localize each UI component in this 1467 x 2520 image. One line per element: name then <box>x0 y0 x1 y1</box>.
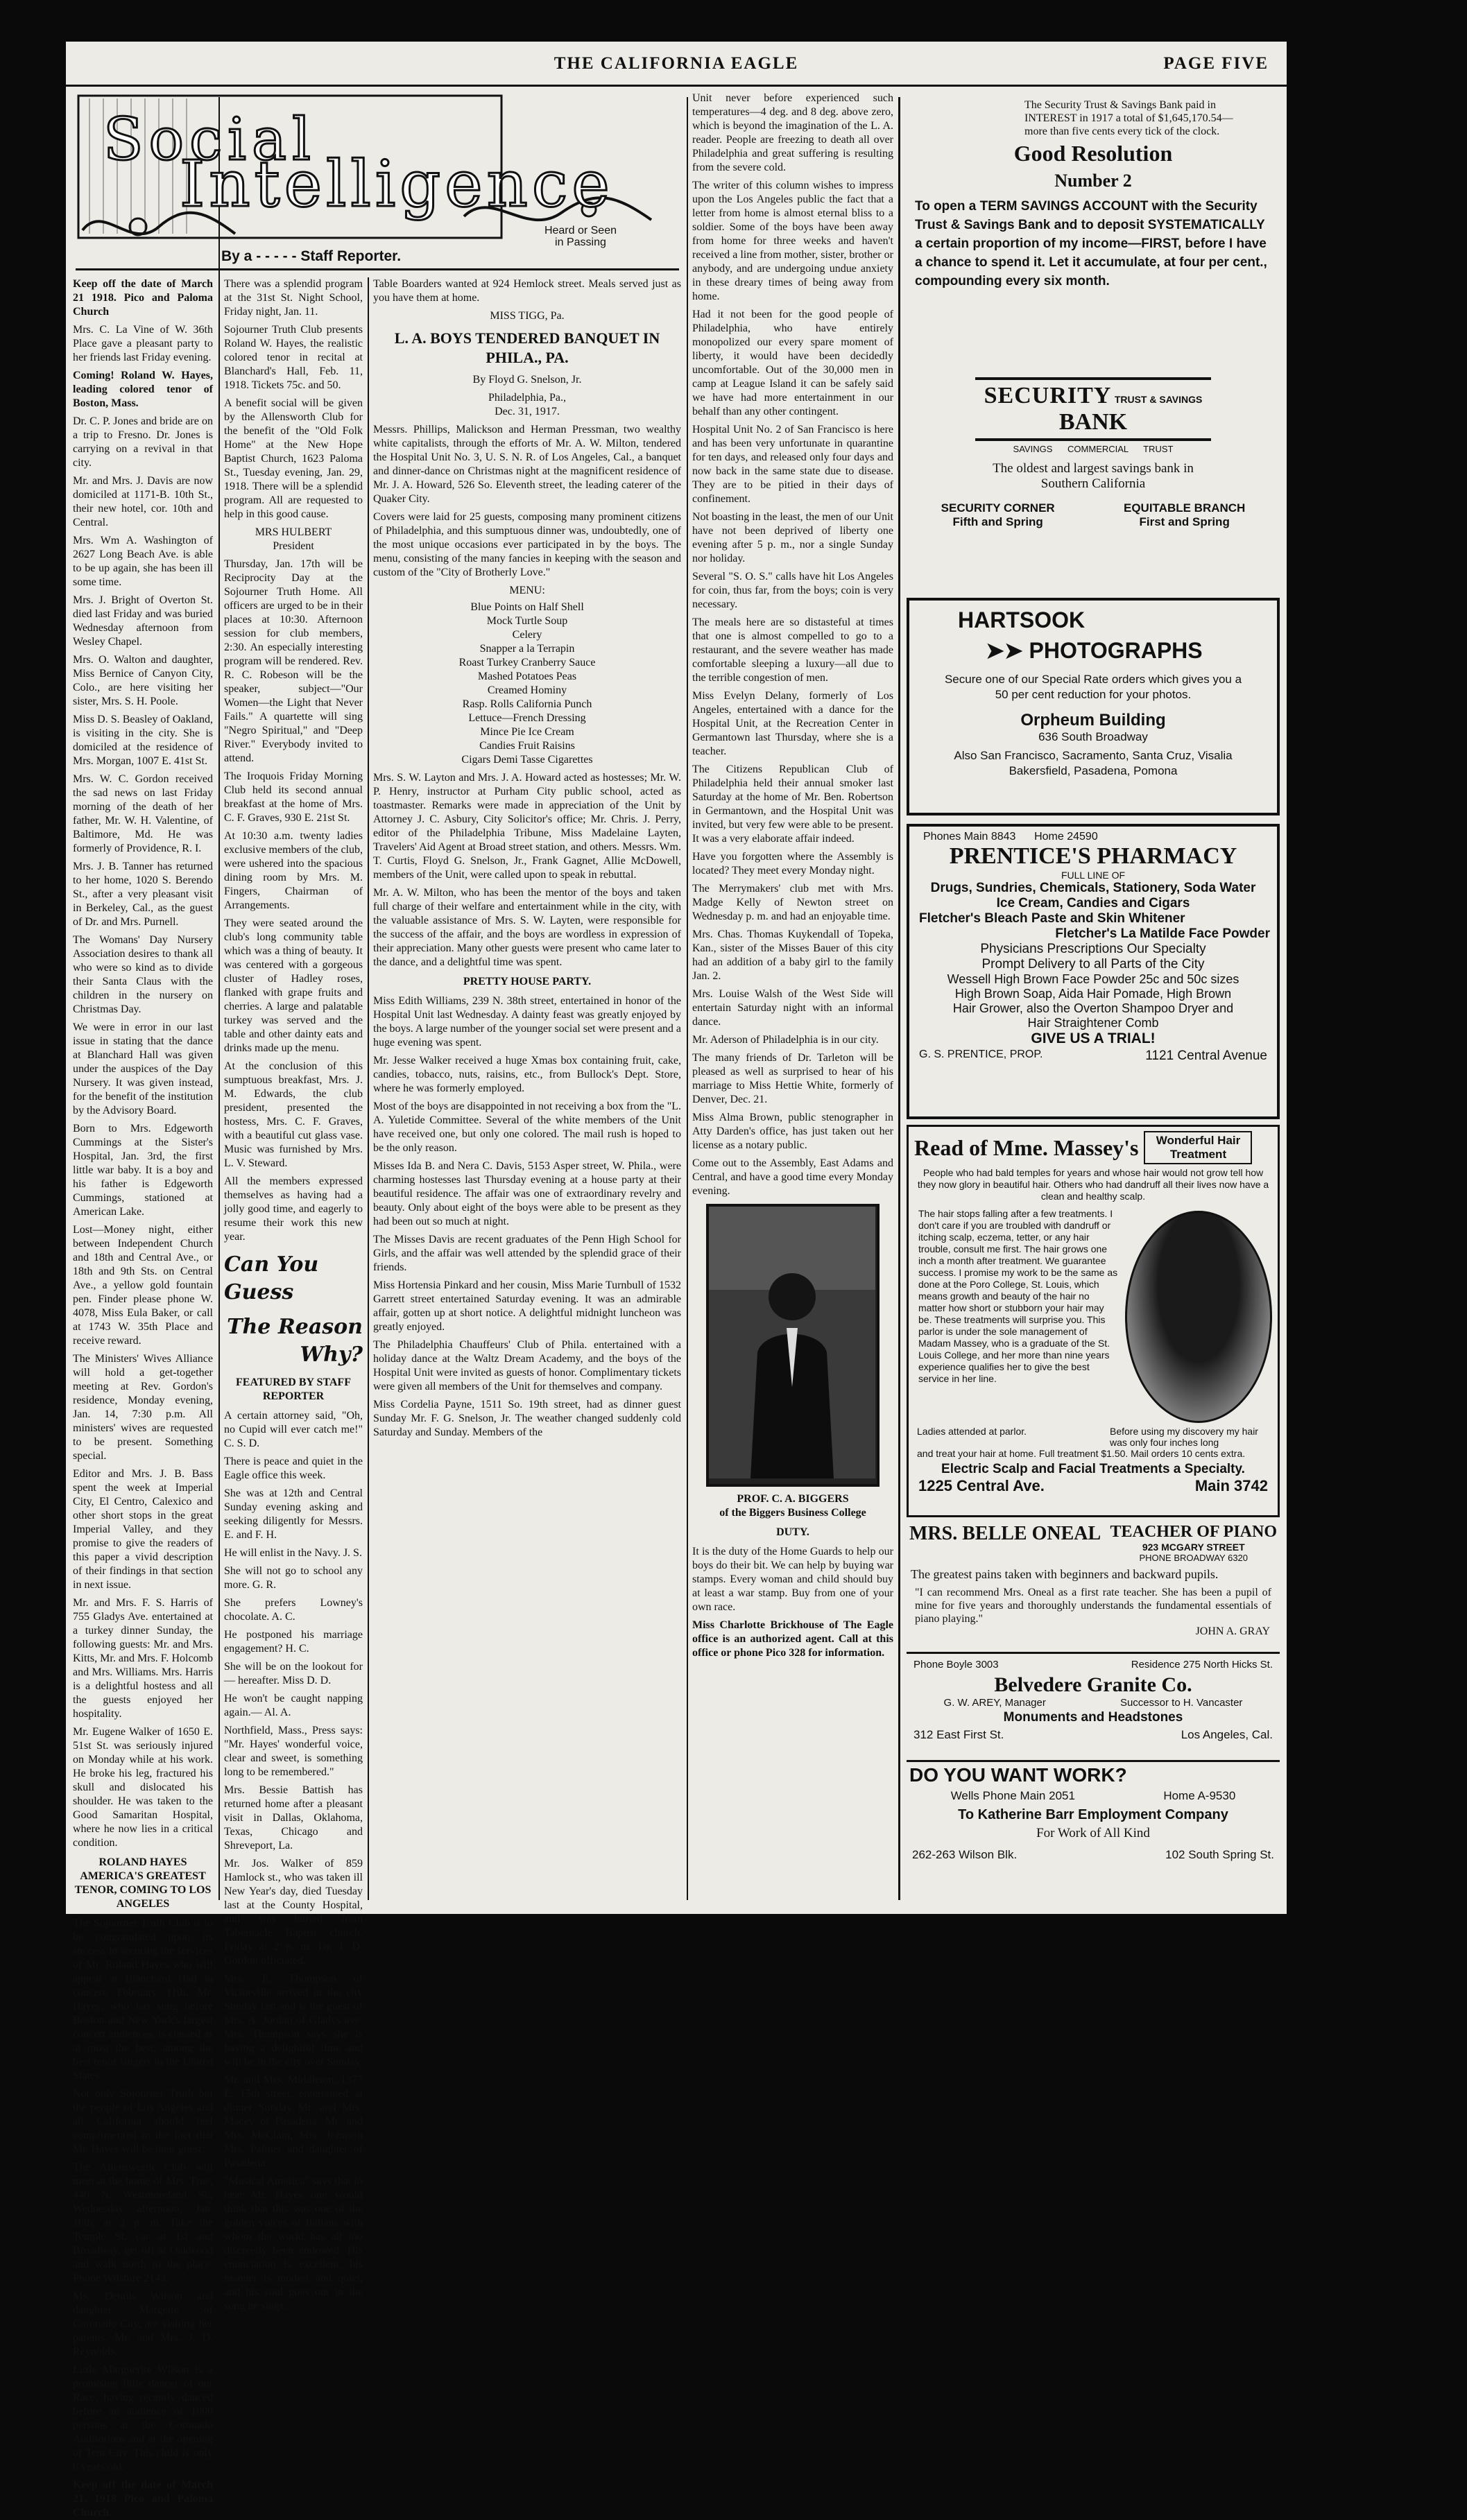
arrow-icon: ➤➤ <box>986 638 1023 663</box>
menu-item: Lettuce—French Dressing <box>468 712 586 724</box>
news-item: Not only Sojourner Truth but the people of Los Angeles and all California should feel complimented in the fact that Mr. Hayes will be their guest. <box>73 2088 213 2155</box>
oneal-role: TEACHER OF PIANO <box>1110 1523 1277 1541</box>
news-item: The meals here are so distasteful at times that one is almost compelled to go to a restaurant, and the severe weather has made comfortable sleeping a luxury—all due to the terrible congestion of men. <box>692 616 893 684</box>
news-item: The Citizens Republican Club of Philadelphia held their annual smoker last Saturday at the home of Mr. Ben. Robertson in Germantown, and the Hospital Unit was invited, but very few were able to be present. It was a very elaborate affair indeed. <box>692 763 893 845</box>
bank-logo-word: SECURITY <box>984 383 1112 408</box>
news-item: The writer of this column wishes to impress upon the Los Angeles public the fact that a letter from home is almost eternal bliss to a soldier. Some of the boys have been away from home for three weeks and haven't received a line from mother, sister, brother or anybody, and are undergoing undue anxiety in these dreary times of being away from home. <box>692 180 893 302</box>
news-item: Born to Mrs. Edgeworth Cummings at the Sister's Hospital, Jan. 3rd, the first little war baby. It is a boy and his father is Edgeworth Cummings, stationed at American Lake. <box>73 1123 213 1218</box>
column-rule <box>898 97 900 1900</box>
security-bank-logo-ad <box>907 369 1280 598</box>
section-headline: DUTY. <box>776 1526 809 1538</box>
news-item: There was a splendid program at the 31st St. Night School, Friday night, Jan. 11. <box>224 278 363 318</box>
bank-title: Good Resolution <box>1013 141 1173 166</box>
news-item: Coming! Roland W. Hayes, leading colored tenor of Boston, Mass. <box>73 370 213 409</box>
news-item: Mr. Jos. Walker of 859 Hamlock st., who was taken ill New Year's day, died Tuesday last at the County Hospital, and was buried from Tabernacle Baptist church, Friday at 2 p. m. Dr. J. D. Gordon officiated. <box>224 1858 363 1967</box>
news-item: We were in error in our last issue in stating that the dance at Blanchard Hall was given under the auspices of the Day Nursery. It was given instead, for the benefit of the institution by the Advisory Board. <box>73 1021 213 1116</box>
news-item: At 10:30 a.m. twenty ladies exclusive members of the club, were ushered into the spacious dining room by Mrs. M. Fingers, Chairman of Arrangements. <box>224 830 363 911</box>
massey-electric: Electric Scalp and Facial Treatments a Specialty. <box>941 1462 1245 1476</box>
pharmacy-line: Hair Grower, also the Overton Shampoo Dryer and <box>952 1001 1234 1015</box>
news-item: Miss Evelyn Delany, formerly of Los Angeles, entertained with a dance for the Hospital Unit, at the Recreation Center in Germantown last Thursday, where she is a teacher. <box>692 690 893 757</box>
masthead-word-intelligence: Intelligence <box>180 147 614 221</box>
heard-or-seen <box>544 225 617 248</box>
signature: President <box>273 540 314 552</box>
news-item: The Allensworth Club will meet at the home of Mrs. True, 440 N. Westmoreland St., Wednesday afternoon, Jan. 16th, at 2 p. m. Take the Temple St. car at 1st and Broadway, get off at Oakwood and walk north to the place. Phone Wilshire 2143. <box>73 2161 213 2284</box>
news-item: Miss Alma Brown, public stenographer in Atty Darden's office, has just taken out her license as a notary public. <box>692 1112 893 1151</box>
massey-address: 1225 Central Ave. <box>918 1477 1045 1494</box>
news-item: Several "S. O. S." calls have hit Los Angeles for coin, thus far, from the boys; coin is very necessary. <box>692 571 893 610</box>
bank-services: SAVINGS COMMERCIAL TRUST <box>1013 444 1174 454</box>
pharmacy-line: Fletcher's La Matilde Face Powder <box>1055 926 1270 941</box>
oneal-name: MRS. BELLE ONEAL <box>909 1523 1101 1544</box>
newspaper-title: THE CALIFORNIA EAGLE <box>554 54 799 73</box>
news-item: "Musical America" says that to hear Mr. Hayes one would think that this was one of the golden voices of Italians with whom the world has all too discreetly been endowed. His enunciation is excellent, his manner is modest and quiet, and his soul goes out in the song he sings. <box>224 2175 363 2312</box>
bank-number: Number 2 <box>1054 171 1132 191</box>
bank-logo-word: TRUST & SAVINGS <box>1114 394 1203 405</box>
employment-phone: Wells Phone Main 2051 <box>950 1789 1075 1802</box>
hartsook-photographs <box>986 637 1277 664</box>
news-item: There is peace and quiet in the Eagle office this week. <box>224 1456 363 1481</box>
hartsook-photographs-ad <box>907 598 1280 815</box>
header-rule <box>66 85 1287 87</box>
pharmacy-proprietor: G. S. PRENTICE, PROP. <box>919 1048 1043 1060</box>
pharmacy-cta: GIVE US A TRIAL! <box>1031 1030 1156 1046</box>
page-number: PAGE FIVE <box>1163 54 1269 73</box>
news-item: Mrs. C. La Vine of W. 36th Place gave a pleasant party to her friends last Friday evening. <box>73 324 213 363</box>
pharmacy-line: Ice Cream, Candies and Cigars <box>996 896 1190 911</box>
news-item: Keep off the date of March 21, 1918 Pico and Paloma Church. <box>73 2479 213 2519</box>
news-item: Mrs. S. W. Layton and Mrs. J. A. Howard acted as hostesses; Mr. W. P. Henry, instructor at Purham City public school, acted as toastmaster. Remarks were made in appreciation of the Unit by Attorney J. C. Asbury, City Solicitor's office; Mr. Chris. J. Perry, editor of the Philadelphia Tribune, Miss Madelaine Layten, Travelers' Aid Agent at Broad street station, and others. Messrs. Wm. T. Curtis, Floyd G. Snelson, Jr., Frank Gagnet, Allie McDowell, members of the Unit, were called upon to speak in rebuttal. <box>373 772 681 881</box>
column-2 <box>224 277 363 2312</box>
news-item: Northfield, Mass., Press says: "Mr. Hayes' wonderful voice, clear and sweet, is something long to be remembered." <box>224 1725 363 1778</box>
belvedere-granite-ad <box>907 1656 1280 1762</box>
hartsook-name: HARTSOOK <box>958 607 1086 632</box>
news-item: He will enlist in the Navy. J. S. <box>224 1547 362 1559</box>
page-header <box>66 54 1287 82</box>
news-item: The Misses Davis are recent graduates of the Penn High School for Girls, and the affair was well attended by the splendid grace of their friends. <box>373 1234 681 1273</box>
news-item: Messrs. Phillips, Malickson and Herman Pressman, two wealthy white capitalists, through the efforts of Mr. A. W. Milton, tendered the Hospital Unit No. 3, U. S. N. R. of Los Angeles, Cal., a banquet and dinner-dance on Christmas night at the magnificent residence of Mr. J. A. Howard, 526 So. Eleventh street, the leading caterer of the Quaker City. <box>373 424 681 505</box>
hartsook-body: Secure one of our Special Rate orders which gives you a 50 per cent reduction for your photos. <box>944 673 1242 701</box>
pharmacy-full-line: FULL LINE OF <box>1061 870 1126 881</box>
news-item: Miss Hortensia Pinkard and her cousin, Miss Marie Turnbull of 1532 Garrett street entertained Saturday evening. It was an admirable affair, gotten up at short notice. A delightful midnight luncheon was greatly enjoyed. <box>373 1279 681 1333</box>
news-item: He won't be caught napping again.— Al. A. <box>224 1693 363 1718</box>
pharmacy-line: Physicians Prescriptions Our Specialty <box>980 942 1206 956</box>
belvedere-city: Los Angeles, Cal. <box>1181 1728 1273 1741</box>
portrait-figure <box>709 1207 875 1478</box>
portrait-photo <box>706 1204 880 1487</box>
oneal-address: 923 MCGARY STREET <box>1142 1542 1245 1553</box>
news-item: All the members expressed themselves as having had a jolly good time, and eagerly to resume their work this new year. <box>224 1175 363 1243</box>
news-item: Mrs. Wm A. Washington of 2627 Long Beach Ave. is able to be up again, she has been ill some time. <box>73 535 213 588</box>
employment-phones <box>907 1789 1280 1803</box>
news-item: Thursday, Jan. 17th will be Reciprocity Day at the Sojourner Truth Home. All officers are urged to be in their places at 10:30. Afternoon session for club members, 2:30. An especially interesting program will be rendered. Rev. R. C. Robeson will be the speaker, subject—"Our Women—the Light that Never Fails." A quartette will sing "Negro Spiritual," and "Deep River." Everybody invited to attend. <box>224 558 363 764</box>
news-item: Mrs. W. C. Gordon received the sad news on last Friday morning of the death of her father, Mr. W. H. Valentine, of Baltimore, Md. He was formerly of Providence, R. I. <box>73 773 213 854</box>
dateline: Philadelphia, Pa., <box>488 392 566 404</box>
menu-item: Rasp. Rolls California Punch <box>462 698 592 710</box>
news-item: Mrs. O. Walton and daughter, Miss Bernice of Canyon City, Colo., are here visiting her sister, Mrs. S. H. Poole. <box>73 654 213 707</box>
news-item: She will not go to school any more. G. R. <box>224 1565 363 1591</box>
bank-branches <box>907 501 1280 529</box>
news-item: Mr. A. W. Milton, who has been the mentor of the boys and taken full charge of their welfare and entertainment while in the city, with the valuable assistance of Mrs. S. W. Layten, were responsible for the success of the affair, and the boys are wordless in expression of their appreciation. Many other guests were present who came later to the dance, and a delightful time was spent. <box>373 887 681 968</box>
massey-hair-ad <box>907 1125 1280 1517</box>
news-item: Mr. Eugene Walker of 1650 E. 51st St. was seriously injured on Monday while at his work. He broke his leg, fractured his skull and dislocated his shoulder. He was taken to the Good Samaritan Hospital, where he now lies in a critical condition. <box>73 1726 213 1849</box>
heard-line: in Passing <box>555 236 606 248</box>
belvedere-address: 312 East First St. <box>913 1728 1004 1741</box>
news-item: Dr. C. P. Jones and bride are on a trip to Fresno. Dr. Jones is carrying on a revival in that city. <box>73 415 213 469</box>
hartsook-branches: Also San Francisco, Sacramento, Santa Cruz, Visalia Bakersfield, Pasadena, Pomona <box>954 749 1233 777</box>
belvedere-manager: G. W. AREY, Manager <box>943 1697 1046 1709</box>
menu-item: Blue Points on Half Shell <box>470 601 584 613</box>
pharmacy-name: PRENTICE'S PHARMACY <box>949 843 1237 869</box>
news-item: Table Boarders wanted at 924 Hemlock street. Meals served just as you have them at home. <box>373 278 681 304</box>
branch-address: First and Spring <box>1139 515 1230 528</box>
news-item: Mrs. Bessie Battish has returned home after a pleasant visit in Dallas, Oklahoma, Texas, Chicago and Shreveport, La. <box>224 1784 363 1852</box>
news-item: Mrs. J. Bright of Overton St. died last Friday and was buried Wednesday afternoon from Wesley Chapel. <box>73 594 213 648</box>
employment-company: To Katherine Barr Employment Company <box>958 1807 1228 1822</box>
masthead-word-social: Social <box>103 105 316 173</box>
section-headline: L. A. BOYS TENDERED BANQUET IN PHILA., PA. <box>394 329 660 366</box>
news-item: Miss D. S. Beasley of Oakland, is visiting in the city. She is domiciled at the residence of Mrs. Morgan, 1007 E. 41st St. <box>73 714 213 767</box>
signature: MISS TIGG, Pa. <box>490 310 565 322</box>
news-item: Had it not been for the good people of Philadelphia, who have entirely monopolized our every spare moment of liberty, it would have been decidedly uncomfortable. Out of the 30,000 men in camp at League Island it can be safely said we have had more entertainment in our behalf than any other contingent. <box>692 309 893 417</box>
news-item: Miss Charlotte Brickhouse of The Eagle office is an authorized agent. Call at this office or phone Pico 328 for information. <box>692 1619 893 1659</box>
signature: MRS HULBERT <box>255 526 332 538</box>
pharmacy-footer <box>919 1048 1267 1064</box>
news-item: Mrs. Chas. Thomas Kuykendall of Topeka, Kan., sister of the Misses Bauer of this city had an addition of a baby girl to the family Jan. 2. <box>692 929 893 982</box>
news-item: Have you forgotten where the Assembly is located? They meet every Monday night. <box>692 851 893 877</box>
bank-branch <box>1124 501 1245 529</box>
feature-headline: Can You Guess <box>224 1252 319 1304</box>
news-item: Not boasting in the least, the men of our Unit have not been deprived of liberty one evening after 5 p. m., nor a single Sunday nor holiday. <box>692 511 893 564</box>
oneal-role-block <box>1110 1523 1277 1563</box>
news-item: Mr. Jesse Walker received a huge Xmas box containing fruit, cake, candies, tobacco, nuts, raisins, etc., from Bullock's Dept. Store, where he was formerly employed. <box>373 1055 681 1094</box>
massey-footer <box>918 1477 1268 1495</box>
masthead-byline: By a - - - - - Staff Reporter. <box>221 248 402 264</box>
branch-name: EQUITABLE BRANCH <box>1123 501 1246 515</box>
menu-item: Snapper a la Terrapin <box>479 643 575 655</box>
news-item: Ms. Dennis Wilson and daughter, Margette of Coronado City, are visiting her parents, Mr. and Mrs. J. D. Reynolds. <box>73 2290 213 2358</box>
massey-notes <box>917 1426 1269 1448</box>
news-item: Covers were laid for 25 guests, composing many prominent citizens of Philadelphia, and this sumptuous dinner was, undoubtedly, one of the most unique occasions ever participated in by the boys. The menu, consisting of the many fancies in keeping with the season and custom of the "City of Brotherly Love." <box>373 511 681 578</box>
oneal-piano-ad <box>907 1520 1280 1654</box>
employment-tagline: For Work of All Kind <box>1036 1826 1150 1840</box>
news-item: She prefers Lowney's chocolate. A. C. <box>224 1597 363 1623</box>
news-item: She will be on the lookout for— hereafter. Miss D. D. <box>224 1661 363 1686</box>
oneal-phone: PHONE BROADWAY 6320 <box>1139 1553 1249 1563</box>
belvedere-name: Belvedere Granite Co. <box>994 1673 1192 1696</box>
security-bank-ad <box>907 92 1280 369</box>
oneal-body: The greatest pains taken with beginners and backward pupils. <box>911 1567 1219 1581</box>
feature-byline: FEATURED BY STAFF REPORTER <box>236 1376 351 1402</box>
bank-note: The Security Trust & Savings Bank paid in INTEREST in 1917 a total of $1,645,170.54—more than five cents every tick of the clock. <box>1024 99 1233 137</box>
news-item: Sojourner Truth Club presents Roland W. Hayes, the realistic colored tenor in recital at Blanchard's Hall, Feb. 11, 1918. Tickets 75c. and 50. <box>224 324 363 391</box>
massey-ladies: Ladies attended at parlor. <box>917 1426 1027 1437</box>
menu-item: Candies Fruit Raisins <box>479 740 575 752</box>
oneal-signature: JOHN A. GRAY <box>1195 1625 1270 1637</box>
news-item: Misses Ida B. and Nera C. Davis, 5153 Asper street, W. Phila., were charming hostesses last Thursday evening at a house party at their beautiful residence. The affair was one of extraordinary revelry and beauty. Only about eight of the boys were able to be present as they had been out so much at night. <box>373 1160 681 1227</box>
news-item: Come out to the Assembly, East Adams and Central, and have a good time every Monday evening. <box>692 1157 893 1197</box>
news-item: The Philadelphia Chauffeurs' Club of Phila. entertained with a holiday dance at the Waltz Dream Academy, and the boys of the Hospital Unit were invited as guests of honor. Complimentary tickets were given all members of the Unit for themselves and company. <box>373 1339 681 1392</box>
massey-box: Wonderful Hair Treatment <box>1144 1131 1252 1164</box>
photo-caption: PROF. C. A. BIGGERS <box>737 1493 849 1505</box>
social-intelligence-masthead <box>76 92 679 270</box>
news-item: Most of the boys are disappointed in not receiving a box from the "L. A. Yuletide Committee. Several of the white members of the Unit have received one, but only one colored. The mail rush is hoped to be the only reason. <box>373 1101 681 1154</box>
column-rule <box>687 97 688 1900</box>
dateline: Dec. 31, 1917. <box>495 406 560 417</box>
massey-price: and treat your hair at home. Full treatment $1.50. Mail orders 10 cents extra. <box>917 1448 1246 1459</box>
massey-header <box>914 1131 1272 1164</box>
column-rule <box>218 97 220 1900</box>
article-byline: By Floyd G. Snelson, Jr. <box>472 374 582 386</box>
column-rule <box>368 277 369 1900</box>
heard-line: Heard or Seen <box>544 225 617 236</box>
massey-intro: People who had bald temples for years and whose hair would not grow tell how they now glory in beautiful hair. Others who had dandruff all their lives now have a clean and healthy scalp. <box>917 1167 1269 1202</box>
news-item: Mrs. J. B. Tanner has returned to her home, 1020 S. Berendo St., after a very pleasant visit in Berkeley, Cal., as the guest of Dr. and Mrs. Purnell. <box>73 861 213 928</box>
column-4 <box>692 92 893 1901</box>
massey-content <box>909 1205 1278 1423</box>
employment-address: 262-263 Wilson Blk. <box>912 1848 1018 1861</box>
feature-headline: The Reason Why? <box>227 1315 363 1367</box>
news-item: A benefit social will be given by the Allensworth Club for the benefit of the "Old Folk Home" at the New Hope Baptist Church, 1623 Paloma St., Tuesday evening, Jan. 29, 1918. There will be a splendid program. All are requested to help in this good cause. <box>224 397 363 520</box>
pharmacy-line: Prompt Delivery to all Parts of the City <box>981 957 1205 972</box>
belvedere-product: Monuments and Headstones <box>1003 1710 1183 1725</box>
branch-address: Fifth and Spring <box>952 515 1043 528</box>
news-item: Little Marguerite Wilson is a promising little dancer of our Race, having recently danced before an audience of 1000 persons at the Coronado Auditorium and at the opening of Tent City. This child is only 6 years old. <box>73 2364 213 2473</box>
section-headline: ROLAND HAYES AMERICA'S GREATEST TENOR, COMING TO LOS ANGELES <box>74 1856 212 1910</box>
masthead-area <box>76 92 679 276</box>
pharmacy-phones: Phones Main 8843 Home 24590 <box>923 831 1098 843</box>
news-item: Mr. and Mrs. J. Davis are now domiciled at 1171-B. 10th St., their new hotel, cor. 10th and Central. <box>73 475 213 528</box>
banquet-menu <box>373 584 681 767</box>
news-item: Mr. and Mrs. F. S. Harris of 755 Gladys Ave. entertained at a turkey dinner Sunday, the following guests: Mr. and Mrs. Kitts, Mr. and Mrs. F. Holcomb and Mrs. Williams. Mrs. Harris is a delightful hostess and all the guests enjoyed her hospitality. <box>73 1597 213 1720</box>
menu-item: Roast Turkey Cranberry Sauce <box>458 657 596 668</box>
belvedere-residence: Residence 275 North Hicks St. <box>1131 1659 1273 1671</box>
belvedere-management <box>907 1697 1280 1709</box>
photo-caption: of the Biggers Business College <box>719 1507 866 1519</box>
prentice-pharmacy-ad <box>907 824 1280 1119</box>
news-item: The Merrymakers' club met with Mrs. Madge Kelly of Newton street on Wednesday p. m. and had an enjoyable time. <box>692 883 893 922</box>
news-item: Mr. Aderson of Philadelphia is in our city. <box>692 1034 879 1046</box>
news-item: Editor and Mrs. J. B. Bass spent the week at Imperial City, El Centro, Calexico and other short stops in the great Imperial Valley, and they promise to give the readers of this paper a vivid description of their findings in that section in next issue. <box>73 1468 213 1591</box>
column-1 <box>73 277 213 2519</box>
oneal-header <box>909 1523 1277 1563</box>
news-item: She was at 12th and Central Sunday evening asking and seeking diligently for Messrs. E. and F. H. <box>224 1487 363 1541</box>
hartsook-address: 636 South Broadway <box>1038 730 1148 743</box>
pharmacy-line: High Brown Soap, Aida Hair Pomade, High Brown <box>954 987 1232 1001</box>
news-item: Lost—Money night, either between Independent Church and 18th and Central Ave., or 18th and 9th Sts. on Central Ave., a yellow gold fountain pen. Finder please phone W. 4078, Miss Eula Baker, or call at 1743 W. 35th Place and receive reward. <box>73 1224 213 1347</box>
menu-item: Mince Pie Ice Cream <box>480 726 574 738</box>
bank-logo-word: BANK <box>1058 409 1128 435</box>
newspaper-page <box>66 42 1287 2519</box>
news-item: They were seated around the club's long community table which was a thing of beauty. It was centered with a gorgeous cluster of Hadley roses, flanked with grape fruits and cherries. A large and palatable turkey was served and the table and other dainty eats and drinks made up the menu. <box>224 917 363 1054</box>
massey-before: Before using my discovery my hair was only four inches long <box>1110 1426 1258 1448</box>
menu-item: Mashed Potatoes Peas <box>477 671 577 682</box>
news-item: The many friends of Dr. Tarleton will be pleased as well as surprised to hear of his marriage to Miss Hettie White, formerly of Denver, Dec. 21. <box>692 1052 893 1105</box>
news-item: Hospital Unit No. 2 of San Francisco is here and has been very unfortunate in quarantine for ten days, and released only four days and now back in the same state due to disease. They are to be pitied in their days of confinement. <box>692 424 893 505</box>
news-item: The Ministers' Wives Alliance will hold a get-together meeting at Rev. Gordon's residence, Monday evening, Jan. 14, 7:30 p.m. All ministers' wives are requested to be present. Something special. <box>73 1353 213 1462</box>
menu-title: MENU: <box>509 585 545 596</box>
news-item: Unit never before experienced such temperatures—4 deg. and 8 deg. above zero, which is beyond the imagination of the L. A. reader. People are freezing to death all over Philadelphia and great suffering is resulting from the severe cold. <box>692 92 893 173</box>
ad-column <box>907 92 1280 1901</box>
pharmacy-line: Hair Straightener Comb <box>1027 1016 1159 1030</box>
employment-phone: Home A-9530 <box>1163 1789 1236 1802</box>
branch-name: SECURITY CORNER <box>941 501 1055 515</box>
belvedere-phones <box>913 1659 1273 1671</box>
news-item: Mrs. Louise Walsh of the West Side will entertain Saturday night with an informal dance. <box>692 988 893 1028</box>
hartsook-building: Orpheum Building <box>1020 711 1166 730</box>
news-item: A certain attorney said, "Oh, no Cupid will ever catch me!" C. S. D. <box>224 1410 363 1449</box>
news-item: Keep off the date of March 21 1918. Pico and Paloma Church <box>73 278 213 318</box>
employment-address-row <box>912 1848 1274 1862</box>
pharmacy-line: Drugs, Sundries, Chemicals, Stationery, Soda Water <box>930 881 1256 895</box>
news-item: Miss Edith Williams, 239 N. 38th street, entertained in honor of the Hospital Unit last Wednesday. A dainty feast was greatly enjoyed by the boys. A large number of the younger social set were present and a huge evening was spent. <box>373 995 682 1048</box>
bank-logo <box>975 377 1211 441</box>
menu-item: Creamed Hominy <box>487 684 567 696</box>
menu-item: Celery <box>512 629 542 641</box>
bank-branch <box>941 501 1055 529</box>
news-item: He postponed his marriage engagement? H. C. <box>224 1629 363 1655</box>
belvedere-address-row <box>913 1728 1273 1742</box>
news-item: The Iroquois Friday Morning Club held its second annual breakfast at the home of Mrs. C. F. Graves, 930 E. 21st St. <box>224 770 363 824</box>
employment-title: DO YOU WANT WORK? <box>909 1764 1127 1786</box>
news-item: The Sojourner Truth Club is to be congratulated upon its success in securing the services of Mr. Roland Hayes who will appear at Blanchard Hall in concert, February 11th. Mr. Hayes, who has sung before Boston and New York's largest concert audiences, is classed as at most the best, among the best tenor singers in the United States. <box>73 1917 213 2082</box>
news-item: It is the duty of the Home Guards to help our boys do their bit. We can help by buying war stamps. Every woman and child should buy at least a war stamp. Buy from one of your own race. <box>692 1546 893 1613</box>
news-item: The Womans' Day Nursery Association desires to thank all who were so kind as to divide their Santa Claus with the children in the nursery on Christmas Day. <box>73 934 213 1015</box>
pharmacy-line: Fletcher's Bleach Paste and Skin Whitener <box>919 911 1185 926</box>
news-item: Miss Cordelia Payne, 1511 So. 19th street, had as dinner guest Sunday Mr. F. G. Snelson, Jr. The weather changed suddenly cold Saturday and Sunday. Members of the <box>373 1399 681 1438</box>
massey-title: Read of Mme. Massey's <box>914 1134 1139 1160</box>
belvedere-successor: Successor to H. Vancaster <box>1119 1697 1243 1709</box>
bank-tagline: The oldest and largest savings bank in Southern California <box>993 461 1194 491</box>
pharmacy-address: 1121 Central Avenue <box>1145 1048 1267 1063</box>
section-headline: PRETTY HOUSE PARTY. <box>463 976 592 987</box>
news-item: At the conclusion of this sumptuous breakfast, Mrs. J. M. Edwards, the club president, presented the hostess, Mrs. C. F. Graves, with a beautiful cut glass vase. Music was furnished by Mrs. L. V. Steward. <box>224 1060 363 1169</box>
belvedere-phone: Phone Boyle 3003 <box>913 1659 999 1671</box>
oneal-quote: "I can recommend Mrs. Oneal as a first rate teacher. She has been a pupil of mine for five years and thoroughly understands the fundamental essentials of piano playing." <box>915 1587 1271 1625</box>
massey-phone: Main 3742 <box>1194 1477 1268 1494</box>
menu-item: Mock Turtle Soup <box>486 615 568 627</box>
massey-portrait <box>1125 1211 1272 1423</box>
employment-ad <box>907 1764 1280 1896</box>
pharmacy-line: Wessell High Brown Face Powder 25c and 50c sizes <box>947 972 1239 986</box>
employment-address: 102 South Spring St. <box>1165 1848 1274 1861</box>
news-item: Mr. and Mrs. Middleton, 1377 E. 15th street, entertained at dinner Sunday Mr. and Mrs. Macey of Pasadena, Mr. and Mrs. McClain, Mrs. Johnson Mrs. Palmer and daughter of Pasadena. <box>224 2074 363 2169</box>
massey-body: The hair stops falling after a few treatments. I don't care if you are troubled with dandruff or itching scalp, eczema, tetter, or any hair trouble, consult me first. The hair grows one inch a month after treatment. We guarantee success. I promise my work to be the same as done at the Poro College, St. Louis, which means growth and beauty of the hair no matter how short or stubborn your hair may be. These treatments will surprise you. This parlor is under the sole management of Madam Massey, who is a graduate of the St. Louis College, and her more than nine years experience qualifies her to give the best service in her line. <box>918 1208 1118 1384</box>
hartsook-photographs-label: PHOTOGRAPHS <box>1029 638 1203 663</box>
menu-item: Cigars Demi Tasse Cigarettes <box>461 754 593 766</box>
column-3 <box>373 277 681 1900</box>
bank-body: To open a TERM SAVINGS ACCOUNT with the Security Trust & Savings Bank and to deposit SYSTEMATICALLY a certain proportion of my income—FIRST, before I have a chance to spend it. Let it accumulate, at four per cent., compounding every six month. <box>915 199 1267 288</box>
news-item: Mrs. E. Thompson of Victorville arrived in the city Sunday last and is the guest of Mrs. A. Jordan of Gladys ave. Mrs. Thompson says she is having a delightful time and will be in the city over Sunday. <box>224 1973 363 2068</box>
